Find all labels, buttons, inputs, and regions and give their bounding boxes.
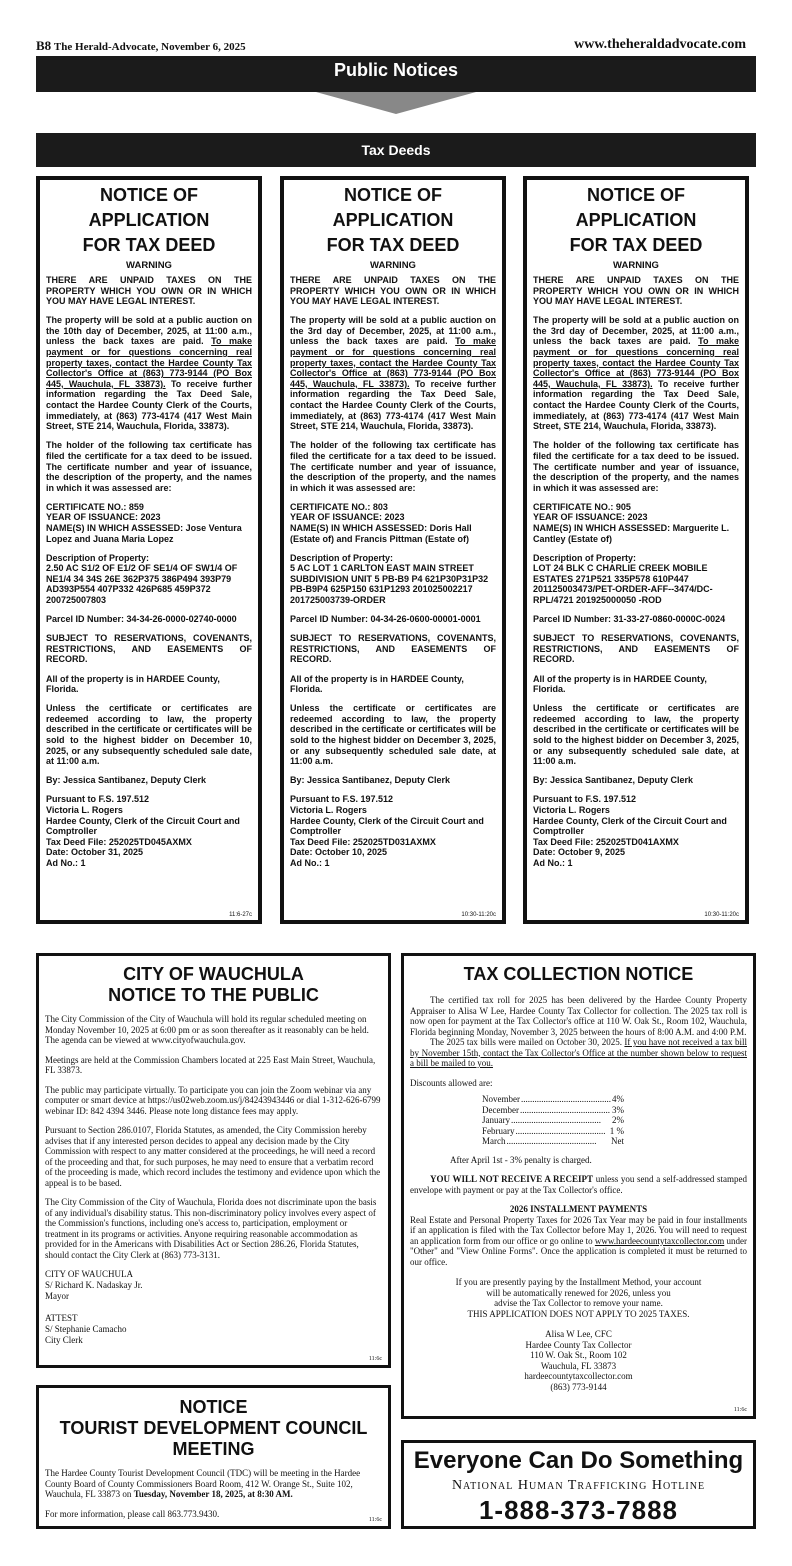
subject-clause: SUBJECT TO RESERVATIONS, COVENANTS, RESTRICTIONS, AND EASEMENTS OF RECORD. [46, 633, 252, 665]
attest-name: S/ Stephanie Camacho [45, 1324, 127, 1334]
redemption-clause: Unless the certificate or certificates are redeemed according to law, the property described in the certificate or certificates will be sold to the highest bidder on December 3, 2025, or any subsequently scheduled sale date, at 11:00 a.m. [533, 703, 739, 767]
hotline-ad [401, 1440, 756, 1529]
tax-collection-title: TAX COLLECTION NOTICE [463, 964, 694, 984]
subject-clause: SUBJECT TO RESERVATIONS, COVENANTS, RESTRICTIONS, AND EASEMENTS OF RECORD. [533, 633, 739, 665]
tdc-title-2: TOURIST DEVELOPMENT COUNCIL [59, 1418, 368, 1438]
tax-deed-notice [36, 176, 262, 924]
ad-code: 10:30-11:20c [704, 912, 739, 918]
certificate-info: CERTIFICATE NO.: 859 YEAR OF ISSUANCE: 2023 NAME(S) IN WHICH ASSESSED: Jose Ventura Lopez and Juana Maria Lopez [46, 501, 242, 544]
tax-collector-link[interactable]: www.hardeecountytaxcollector.com [594, 1235, 725, 1246]
renewal-line: THIS APPLICATION DOES NOT APPLY TO 2025 TAXES. [467, 1308, 690, 1319]
ad-code: 10:30-11:20c [461, 912, 496, 918]
subject-clause: SUBJECT TO RESERVATIONS, COVENANTS, RESTRICTIONS, AND EASEMENTS OF RECORD. [290, 633, 496, 665]
warning-label: WARNING [370, 260, 416, 271]
discount-row: January ........................................ 2% [482, 1115, 624, 1125]
renewal-block [410, 1277, 747, 1319]
certificate-info: CERTIFICATE NO.: 803 YEAR OF ISSUANCE: 2023 NAME(S) IN WHICH ASSESSED: Doris Hall (Estate of) and Francis Pittman (Estate of) [290, 501, 472, 544]
city-appeal-paragraph: Pursuant to Section 286.0107, Florida Statutes, as amended, the City Commission hereby advises that if any interested person decides to appeal any decision made by the City Commission with respect to any matter considered at the proceedings, he will need a record of the proceeding and that, for such purposes, he may need to ensure that a verbatim record of the proceeding is made, which record includes the testimony and evidence upon which the appeal is to be based. [45, 1125, 381, 1188]
notice-title-line-1: NOTICE OF [344, 185, 442, 205]
unpaid-taxes-warning: THERE ARE UNPAID TAXES ON THE PROPERTY WHICH YOU OWN OR IN WHICH YOU MAY HAVE LEGAL INTEREST. [533, 275, 739, 307]
city-location-paragraph: Meetings are held at the Commission Chambers located at 225 East Main Street, Wauchula, FL 33873. [45, 1054, 376, 1075]
contact-line: Wauchula, FL 33873 [540, 1360, 617, 1371]
signature-block: Pursuant to F.S. 197.512 Victoria L. Rogers Hardee County, Clerk of the Circuit Court and Comptroller Tax Deed File: 252025TD031AXMX Date: October 10, 2025 Ad No.: 1 [290, 794, 484, 868]
sig-name: S/ Richard K. Nadaskay Jr. [45, 1280, 143, 1290]
warning-label: WARNING [126, 260, 172, 271]
roll-paragraph: The certified tax roll for 2025 has been delivered by the Hardee County Property Appraiser to Alisa W Lee, Hardee County Tax Collector for collection. The 2025 tax roll is now open for payment at the Tax Collector's office at 110 W. Oak St., Room 102, Wauchula, Florida beginning Monday, November 3, 2025 between the hours of 8:00 A.M. and 4:00 P.M. [410, 995, 747, 1037]
unpaid-taxes-warning: THERE ARE UNPAID TAXES ON THE PROPERTY WHICH YOU OWN OR IN WHICH YOU MAY HAVE LEGAL INTEREST. [46, 275, 252, 307]
county-clause: All of the property is in HARDEE County, Florida. [46, 673, 220, 695]
website-link[interactable]: www.theheraldadvocate.com [574, 37, 746, 52]
ad-code: 11:6c [733, 1407, 747, 1413]
auction-paragraph: The property will be sold at a public auction on the 3rd day of December, 2025, at 11:00 a.m., unless the back taxes are paid. To make payment or for questions concerning real property taxes, contact the Hardee County Tax Collector's Office at (863) 773-9144 (PO Box 445, Wauchula, FL 33873). To receive further information regarding the Tax Deed Sale, contact the Hardee County Clerk of the Courts, immediately, at (863) 773-4174 (417 West Main Street, STE 214, Wauchula, Florida, 33873). [533, 315, 739, 432]
deputy-clerk: By: Jessica Santibanez, Deputy Clerk [290, 775, 451, 786]
auction-paragraph: The property will be sold at a public auction on the 10th day of December, 2025, at 11:00 a.m., unless the back taxes are paid. To make payment or for questions concerning real property taxes, contact the Hardee County Tax Collector's Office at (863) 773-9144 (PO Box 445, Wauchula, FL 33873). To receive further information regarding the Tax Deed Sale, contact the Hardee County Clerk of the Courts, immediately, at (863) 773-4174 (417 West Main Street, STE 214, Wauchula, Florida, 33873). [46, 315, 252, 432]
discount-row: November ........................................ 4% [482, 1094, 624, 1104]
penalty-note: After April 1st - 3% penalty is charged. [450, 1154, 592, 1165]
city-ada-paragraph: The City Commission of the City of Wauchula, Florida does not discriminate upon the basis of any individual's disability status. This non-discriminatory policy involves every aspect of the Commission's functions, including one's access to, participation, employment or treatment in its programs or activities. Anyone requiring reasonable accommodation as provided for in the Americans with Disabilities Act or Section 286.26, Florida Statutes, should contact the City Clerk at (863) 773-3131. [45, 1197, 377, 1260]
section-banner [36, 56, 756, 92]
paper-dateline: The Herald-Advocate, November 6, 2025 [53, 41, 246, 53]
notice-title-line-1: NOTICE OF [100, 185, 198, 205]
discount-row: March ........................................ Net [482, 1136, 624, 1146]
city-meeting-paragraph: The City Commission of the City of Wauchula will hold its regular scheduled meeting on Monday November 10, 2025 at 6:00 pm or as soon thereafter as it reasonably can be held. The agenda can be viewed at www.cityofwauchula.gov. [45, 1014, 369, 1045]
renewal-line: advise the Tax Collector to remove your name. [494, 1298, 663, 1308]
redemption-clause: Unless the certificate or certificates are redeemed according to law, the property described in the certificate or certificates will be sold to the highest bidder on December 10, 2025, or any subsequently scheduled sale date, at 11:00 a.m. [46, 703, 252, 767]
signature-block: Pursuant to F.S. 197.512 Victoria L. Rogers Hardee County, Clerk of the Circuit Court and Comptroller Tax Deed File: 252025TD045AXMX Date: October 31, 2025 Ad No.: 1 [46, 794, 240, 868]
notice-title-line-2: APPLICATION [575, 210, 697, 230]
renewal-line: will be automatically renewed for 2026, unless you [486, 1287, 671, 1298]
tdc-title-1: NOTICE [179, 1397, 248, 1417]
contact-line: Alisa W Lee, CFC [545, 1329, 612, 1339]
unpaid-taxes-warning: THERE ARE UNPAID TAXES ON THE PROPERTY WHICH YOU OWN OR IN WHICH YOU MAY HAVE LEGAL INTEREST. [290, 275, 496, 307]
ad-code: 11:6c [368, 1517, 382, 1523]
tax-deed-notice [280, 176, 506, 924]
contact-line: (863) 773-9144 [550, 1381, 607, 1392]
discount-row: December ........................................ 3% [482, 1104, 624, 1115]
deputy-clerk: By: Jessica Santibanez, Deputy Clerk [533, 775, 694, 786]
notice-title-line-2: APPLICATION [332, 210, 454, 230]
contact-line: Hardee County Tax Collector [525, 1339, 632, 1350]
discount-row: February ........................................ 1 % [482, 1125, 624, 1136]
notice-title-line-1: NOTICE OF [587, 185, 685, 205]
tdc-notice [36, 1385, 391, 1529]
ad-code: 11:6-27c [229, 912, 252, 918]
discounts-label: Discounts allowed are: [410, 1077, 493, 1088]
warning-label: WARNING [613, 260, 659, 271]
holder-paragraph: The holder of the following tax certificate has filed the certificate for a tax deed to be issued. The certificate number and year of issuance, the description of the property, and the names in which it was assessed are: [46, 440, 252, 493]
auction-paragraph: The property will be sold at a public auction on the 3rd day of December, 2025, at 11:00 a.m., unless the back taxes are paid. To make payment or for questions concerning real property taxes, contact the Hardee County Tax Collector's Office at (863) 773-9144 (PO Box 445, Wauchula, FL 33873). To receive further information regarding the Tax Deed Sale, contact the Hardee County Clerk of the Courts, immediately, at (863) 773-4174 (417 West Main Street, STE 214, Wauchula, Florida, 33873). [290, 315, 496, 432]
tax-deed-notice [523, 176, 749, 924]
hotline-headline: Everyone Can Do Something [413, 1447, 744, 1474]
receipt-paragraph: YOU WILL NOT RECEIVE A RECEIPT unless you send a self-addressed stamped envelope with payment or pay at the Tax Collector's office. [410, 1174, 747, 1195]
county-clause: All of the property is in HARDEE County, Florida. [290, 673, 464, 695]
parcel-id: Parcel ID Number: 34-34-26-0000-02740-0000 [46, 614, 237, 625]
property-description: Description of Property: 2.50 AC S1/2 OF E1/2 OF SE1/4 OF SW1/4 OF NE1/4 34 34S 26E 362P375 386P494 393P79 AD393P554 407P332 426P685 459P372 200725007803 [46, 552, 238, 606]
ad-code: 11:6c [368, 1356, 382, 1362]
holder-paragraph: The holder of the following tax certificate has filed the certificate for a tax deed to be issued. The certificate number and year of issuance, the description of the property, and the names in which it was assessed are: [290, 440, 496, 493]
tax-deeds-title: Tax Deeds [361, 142, 431, 158]
property-description: Description of Property: 5 AC LOT 1 CARLTON EAST MAIN STREET SUBDIVISION UNIT 5 PB-B9 P4 621P30P31P32 PB-B9P4 625P150 631P1293 201025002217 201725003739-ORDER [290, 552, 489, 606]
renewal-line: If you are presently paying by the Installment Method, your account [455, 1277, 702, 1287]
city-notice-title-2: NOTICE TO THE PUBLIC [108, 985, 319, 1005]
notice-title-line-2: APPLICATION [88, 210, 210, 230]
redemption-clause: Unless the certificate or certificates are redeemed according to law, the property described in the certificate or certificates will be sold to the highest bidder on December 3, 2025, or any subsequently scheduled sale date, at 11:00 a.m. [290, 703, 496, 767]
property-description: Description of Property: LOT 24 BLK C CHARLIE CREEK MOBILE ESTATES 271P521 335P578 610P447 201125003473/PET-ORDER-AFF--3474/DC-RPL/4721 201925000050 -ROD [533, 552, 713, 606]
notice-title-line-3: FOR TAX DEED [569, 235, 703, 255]
city-signature [45, 1269, 382, 1346]
attest-label: ATTEST [45, 1313, 78, 1323]
bills-paragraph: The 2025 tax bills were mailed on October 30, 2025. If you have not received a tax bill by November 15th, contact the Tax Collector's Office at the number shown below to request a bill be mailed to you. [410, 1037, 747, 1068]
page-number: B8 [36, 38, 52, 53]
certificate-info: CERTIFICATE NO.: 905 YEAR OF ISSUANCE: 2023 NAME(S) IN WHICH ASSESSED: Marguerite L. Cantley (Estate of) [533, 501, 730, 544]
banner-title: Public Notices [333, 60, 459, 80]
page-header-left [36, 38, 246, 54]
collector-contact [410, 1329, 747, 1392]
discount-table [482, 1094, 747, 1147]
parcel-id: Parcel ID Number: 31-33-27-0860-0000C-0024 [533, 614, 726, 625]
hotline-phone[interactable]: 1-888-373-7888 [478, 1495, 679, 1525]
hotline-subtitle: National Human Trafficking Hotline [451, 1478, 706, 1493]
contact-line: hardeecountytaxcollector.com [524, 1371, 633, 1381]
city-notice [36, 953, 391, 1368]
installment-paragraph: Real Estate and Personal Property Taxes for 2026 Tax Year may be paid in four installments if an application is filed with the Tax Collector before May 1, 2026. You will need to request an application form from our office or go online to www.hardeecountytaxcollector.com under "Other" and "View Online Forms". Once the application is completed it must be returned to our office. [410, 1214, 748, 1267]
holder-paragraph: The holder of the following tax certificate has filed the certificate for a tax deed to be issued. The certificate number and year of issuance, the description of the property, and the names in which it was assessed are: [533, 440, 739, 493]
parcel-id: Parcel ID Number: 04-34-26-0600-00001-0001 [290, 614, 481, 625]
tax-collection-notice [401, 953, 756, 1419]
tdc-title-3: MEETING [172, 1439, 255, 1459]
banner-arrow [316, 92, 476, 114]
city-notice-title-1: CITY OF WAUCHULA [123, 964, 304, 984]
notice-title-line-3: FOR TAX DEED [326, 235, 460, 255]
tdc-contact: For more information, please call 863.773.9430. [45, 1508, 220, 1519]
deputy-clerk: By: Jessica Santibanez, Deputy Clerk [46, 775, 207, 786]
city-zoom-paragraph: The public may participate virtually. To participate you can join the Zoom webinar via any computer or smart device at https://us02web.zoom.us/j/84243943446 or dial 1-312-626-6799 webinar ID: 842 4394 3446. Please note long distance fees may apply. [45, 1084, 381, 1116]
notice-title-line-3: FOR TAX DEED [82, 235, 216, 255]
contact-line: 110 W. Oak St., Room 102 [530, 1350, 627, 1360]
sig-org: CITY OF WAUCHULA [45, 1269, 134, 1279]
sig-title: Mayor [45, 1291, 69, 1301]
tax-deeds-header [36, 133, 756, 167]
signature-block: Pursuant to F.S. 197.512 Victoria L. Rogers Hardee County, Clerk of the Circuit Court and Comptroller Tax Deed File: 252025TD041AXMX Date: October 9, 2025 Ad No.: 1 [533, 794, 727, 868]
county-clause: All of the property is in HARDEE County, Florida. [533, 673, 707, 695]
tdc-paragraph: The Hardee County Tourist Development Council (TDC) will be meeting in the Hardee County Board of County Commissioners Board Room, 412 W. Orange St., Suite 102, Wauchula, FL 33873 on Tuesday, November 18, 2025, at 8:30 AM. [45, 1468, 361, 1499]
attest-title: City Clerk [45, 1335, 83, 1345]
installment-title: 2026 INSTALLMENT PAYMENTS [509, 1204, 648, 1214]
